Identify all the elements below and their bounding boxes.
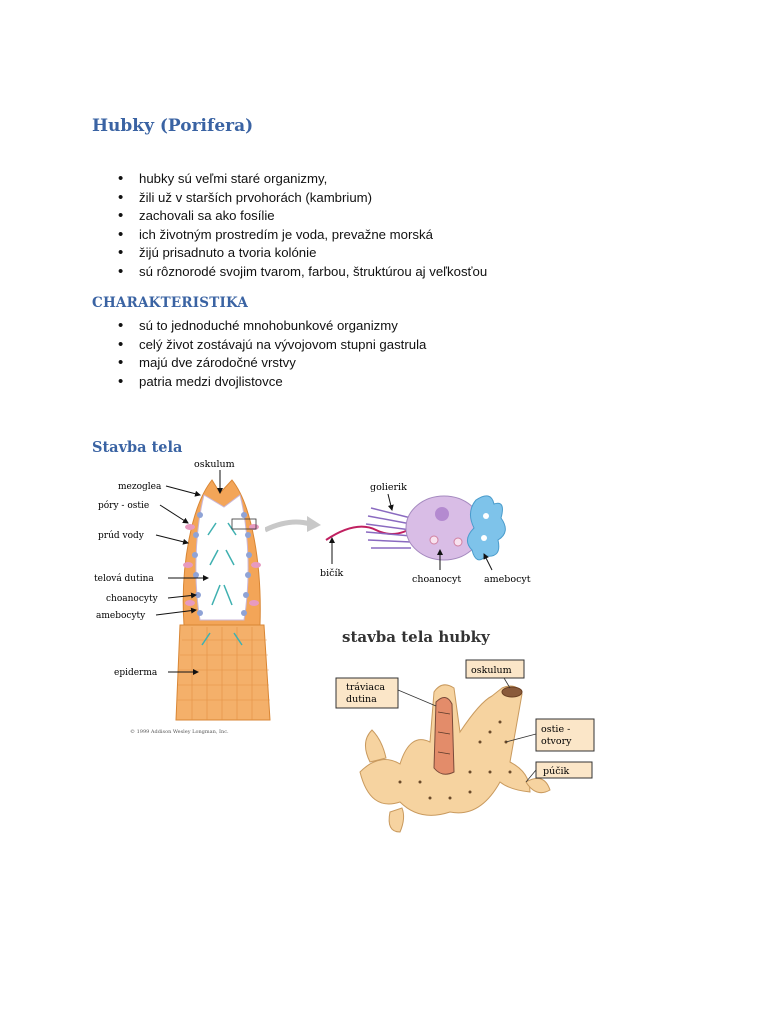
list-item: • patria medzi dvojlistovce <box>118 373 426 392</box>
label-amebocyt: amebocyt <box>484 574 531 585</box>
sponge-cross-section-figure <box>92 455 312 740</box>
list-item: • majú dve zárodočné vrstvy <box>118 354 426 373</box>
label-box-ostie <box>506 719 594 751</box>
list-item: • zachovali sa ako fosílie <box>118 207 487 226</box>
label-amebocyty: amebocyty <box>96 611 146 621</box>
characteristics-bullet-list <box>118 317 426 391</box>
list-item: • hubky sú veľmi staré organizmy, <box>118 170 487 189</box>
list-item: • žijú prisadnuto a tvoria kolónie <box>118 244 487 263</box>
copyright-note: © 1999 Addison Wesley Longman, Inc. <box>130 729 229 735</box>
label-mezoglea: mezoglea <box>118 482 162 492</box>
sponge-colony-figure <box>330 622 600 842</box>
body-structure-heading: Stavba tela <box>92 439 183 456</box>
label-choanocyt: choanocyt <box>412 574 462 585</box>
label-box-traviaca-dutina <box>336 678 436 708</box>
label-dutina: telová dutina <box>94 574 154 584</box>
svg-text:ostie -: ostie - <box>541 724 571 735</box>
label-pory: póry - ostie <box>98 501 150 511</box>
label-golierik: golierik <box>370 482 407 493</box>
label-choanocyty: choanocyty <box>106 594 158 604</box>
label-box-oskulum <box>466 660 524 688</box>
svg-text:púčik: púčik <box>543 766 570 777</box>
svg-text:oskulum: oskulum <box>471 665 512 676</box>
svg-text:otvory: otvory <box>541 736 572 747</box>
svg-text:dutina: dutina <box>346 694 377 705</box>
list-item: • sú to jednoduché mnohobunkové organizmy <box>118 317 426 336</box>
label-bicik: bičík <box>320 568 344 579</box>
label-oskulum: oskulum <box>194 459 235 470</box>
intro-bullet-list <box>118 170 487 282</box>
list-item: • celý život zostávajú na vývojovom stupni gastrula <box>118 336 426 355</box>
page-title: Hubky (Porifera) <box>92 116 254 136</box>
svg-text:tráviaca: tráviaca <box>346 682 386 693</box>
figure-title: stavba tela hubky <box>342 628 490 646</box>
label-prud: prúd vody <box>98 531 144 541</box>
list-item: • sú rôznorodé svojim tvarom, farbou, štruktúrou aj veľkosťou <box>118 263 487 282</box>
list-item: • ich životným prostredím je voda, prevažne morská <box>118 226 487 245</box>
choanocyte-figure <box>316 470 546 590</box>
label-epiderma: epiderma <box>114 668 158 678</box>
characteristics-heading: CHARAKTERISTIKA <box>92 295 249 311</box>
list-item: • žili už v starších prvohorách (kambrium) <box>118 189 487 208</box>
